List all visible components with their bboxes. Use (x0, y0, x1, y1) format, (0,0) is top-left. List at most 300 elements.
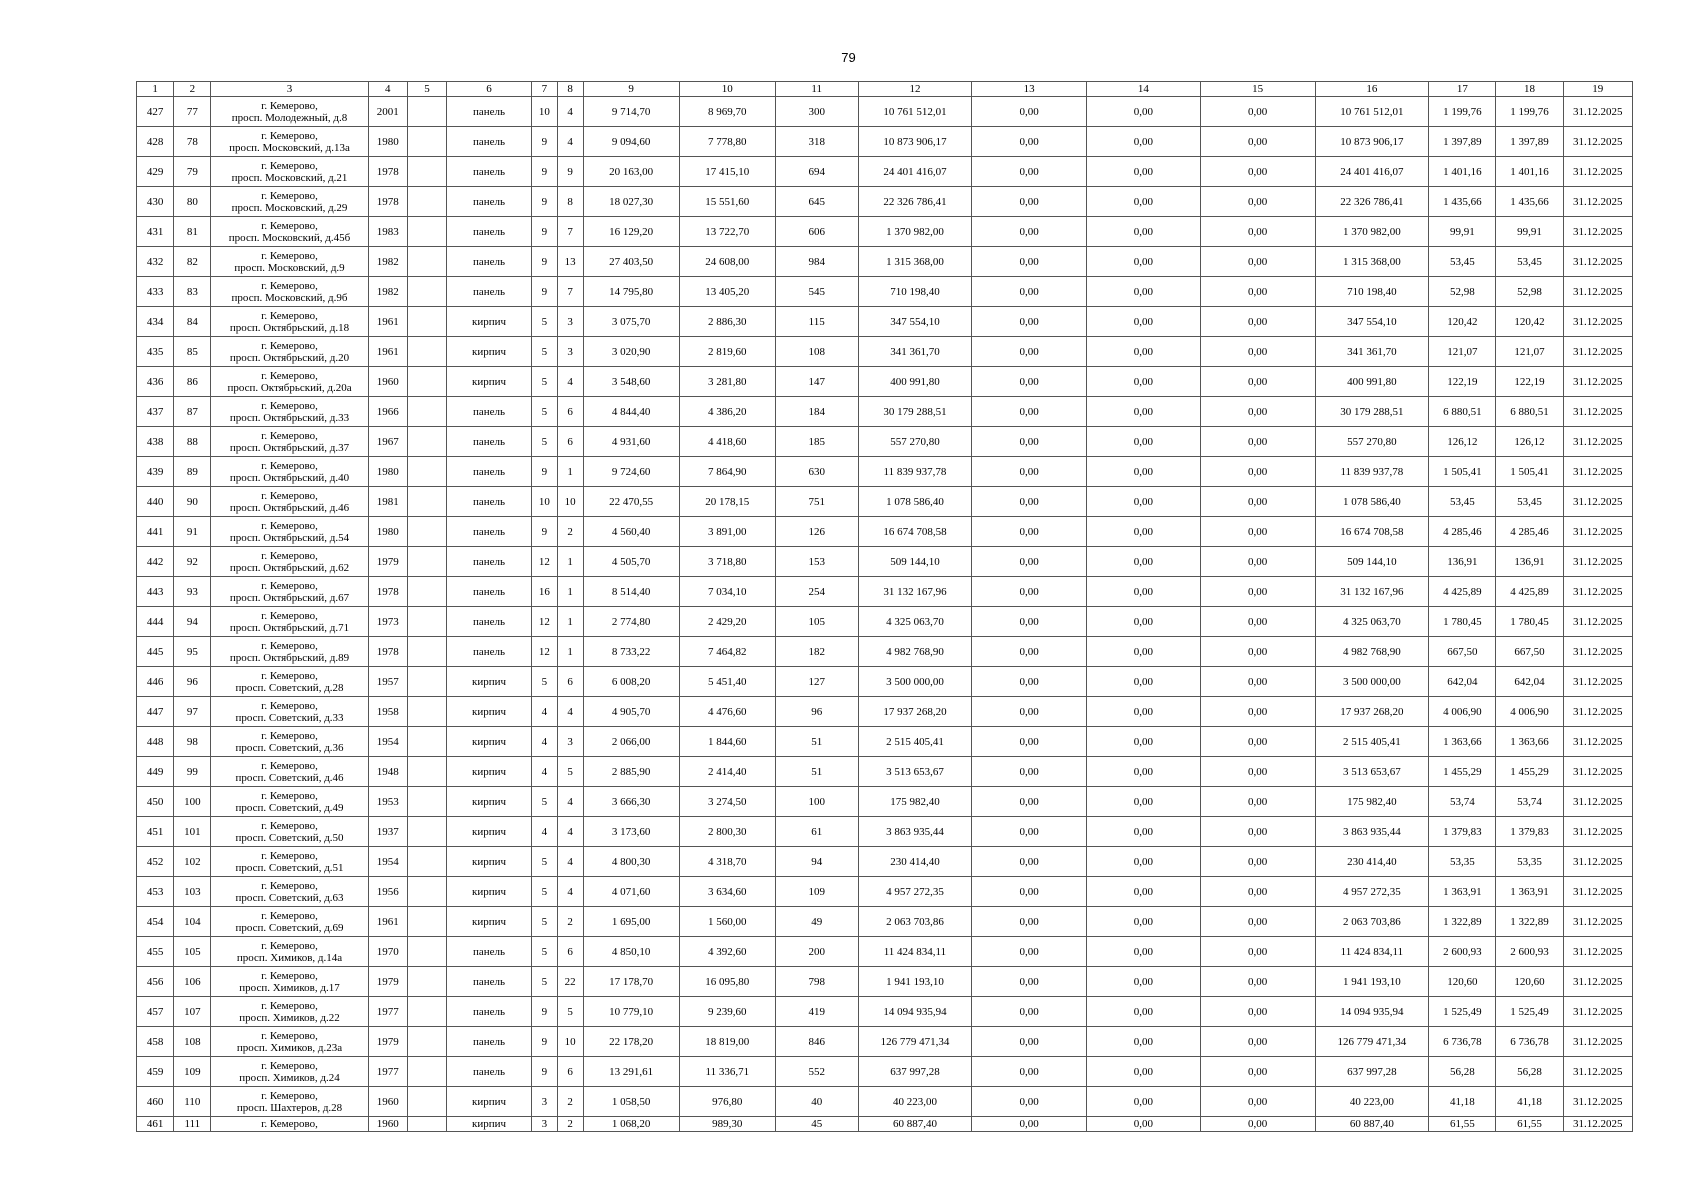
cell-text-c9: 9 094,60 (611, 135, 651, 148)
column-header: 19 (1563, 82, 1632, 97)
cell-text-floors: 5 (541, 435, 548, 448)
cell-text-c11: 552 (808, 1065, 825, 1078)
column-13-cell (972, 487, 1087, 517)
column-15-cell (1200, 667, 1315, 697)
entrances-cell (557, 847, 583, 877)
floors-cell (531, 397, 557, 427)
column-13-cell (972, 1027, 1087, 1057)
column-15-cell (1200, 97, 1315, 127)
entrances-cell (557, 517, 583, 547)
column-16-cell (1315, 367, 1429, 397)
column-5-cell (407, 1117, 446, 1132)
column-13-cell (972, 637, 1087, 667)
cell-text-c11: 109 (808, 885, 825, 898)
cell-text-material: панель (473, 195, 506, 208)
entrances-cell (557, 787, 583, 817)
row-index-cell (137, 727, 174, 757)
row-index-cell (137, 247, 174, 277)
cell-text-c15: 0,00 (1248, 375, 1268, 388)
cell-text-c14: 0,00 (1133, 585, 1154, 598)
column-header: 12 (858, 82, 972, 97)
column-14-cell (1087, 427, 1201, 457)
row-index-cell (137, 1027, 174, 1057)
year-cell (368, 547, 407, 577)
cell-text-date: 31.12.2025 (1573, 165, 1623, 178)
cell-text-c9: 4 800,30 (611, 855, 651, 868)
cell-text-c15: 0,00 (1248, 705, 1268, 718)
cell-text-c2: 101 (184, 825, 201, 838)
address-cell (211, 997, 368, 1027)
cell-text-c12: 14 094 935,94 (883, 1005, 947, 1018)
column-9-cell (583, 577, 679, 607)
cell-text-c2: 89 (186, 465, 198, 478)
wall-material-cell (447, 1027, 532, 1057)
column-12-cell (858, 157, 972, 187)
column-14-cell (1087, 967, 1201, 997)
cell-text-c13: 0,00 (1019, 705, 1039, 718)
cell-text-material: панель (473, 405, 506, 418)
column-18-cell (1496, 1117, 1563, 1132)
cell-text-c11: 694 (808, 165, 825, 178)
cell-text-c12: 3 513 653,67 (886, 765, 944, 778)
column-18-cell (1496, 607, 1563, 637)
column-15-cell (1200, 187, 1315, 217)
cell-text-entrances: 1 (567, 645, 573, 658)
address-cell (211, 817, 368, 847)
column-5-cell (407, 307, 446, 337)
cell-text-c10: 5 451,40 (708, 675, 747, 688)
cell-text-addr1: г. Кемерово, (261, 879, 318, 892)
entrances-cell (557, 97, 583, 127)
cell-text-c13: 0,00 (1019, 945, 1039, 958)
cell-text-c1: 455 (146, 945, 164, 958)
entrances-cell (557, 817, 583, 847)
table-row (137, 1027, 1633, 1057)
column-15-cell (1200, 907, 1315, 937)
cell-text-c11: 51 (811, 765, 823, 778)
cell-text-date: 31.12.2025 (1573, 225, 1623, 238)
cell-text-c13: 0,00 (1019, 885, 1039, 898)
wall-material-cell (447, 697, 532, 727)
column-5-cell (407, 967, 446, 997)
column-17-cell (1429, 847, 1496, 877)
column-11-cell (775, 457, 858, 487)
column-10-cell (679, 967, 775, 997)
column-10-cell (679, 157, 775, 187)
cell-text-addr2: просп. Советский, д.46 (235, 771, 344, 784)
cell-text-c17: 53,45 (1449, 495, 1475, 508)
table-row (137, 427, 1633, 457)
cell-text-c13: 0,00 (1019, 255, 1039, 268)
cell-text-c12: 341 361,70 (890, 345, 940, 358)
column-5-cell (407, 187, 446, 217)
column-11-cell (775, 157, 858, 187)
row-index-cell (137, 637, 174, 667)
address-cell (211, 427, 368, 457)
cell-text-c18: 53,45 (1517, 495, 1542, 508)
cell-text-c16: 341 361,70 (1347, 345, 1397, 358)
row-local-index-cell (174, 247, 211, 277)
deadline-date-cell (1563, 367, 1632, 397)
cell-text-c1: 458 (146, 1035, 164, 1048)
column-18-cell (1496, 577, 1563, 607)
deadline-date-cell (1563, 577, 1632, 607)
cell-text-c1: 439 (146, 465, 164, 478)
column-18-cell (1496, 127, 1563, 157)
cell-text-addr2: просп. Химиков, д.17 (239, 981, 340, 994)
cell-text-c12: 1 941 193,10 (886, 975, 944, 988)
cell-text-c12: 16 674 708,58 (883, 525, 947, 538)
cell-text-c17: 126,12 (1447, 435, 1478, 448)
cell-text-c17: 99,91 (1449, 225, 1475, 238)
wall-material-cell (447, 1057, 532, 1087)
address-cell (211, 367, 368, 397)
cell-text-c18: 99,91 (1517, 225, 1542, 238)
cell-text-c15: 0,00 (1248, 855, 1268, 868)
table-row (137, 187, 1633, 217)
cell-text-c1: 450 (146, 795, 164, 808)
row-index-cell (137, 757, 174, 787)
wall-material-cell (447, 427, 532, 457)
cell-text-addr2: просп. Московский, д.45б (228, 231, 351, 244)
column-10-cell (679, 847, 775, 877)
entrances-cell (557, 937, 583, 967)
cell-text-c11: 108 (808, 345, 825, 358)
year-cell (368, 937, 407, 967)
cell-text-entrances: 10 (564, 495, 576, 508)
cell-text-c13: 0,00 (1019, 375, 1039, 388)
cell-text-c18: 642,04 (1514, 675, 1545, 688)
cell-text-addr1: г. Кемерово, (261, 849, 318, 862)
cell-text-c14: 0,00 (1133, 615, 1154, 628)
cell-text-c9: 4 560,40 (611, 525, 651, 538)
cell-text-c11: 645 (808, 195, 825, 208)
wall-material-cell (447, 97, 532, 127)
cell-text-c16: 230 414,40 (1347, 855, 1397, 868)
year-cell (368, 367, 407, 397)
cell-text-floors: 5 (541, 915, 548, 928)
cell-text-c9: 17 178,70 (609, 975, 654, 988)
cell-text-c18: 53,35 (1517, 855, 1542, 868)
cell-text-c2: 110 (184, 1095, 201, 1108)
deadline-date-cell (1563, 1027, 1632, 1057)
cell-text-date: 31.12.2025 (1573, 495, 1623, 508)
address-cell (211, 547, 368, 577)
cell-text-addr2: просп. Советский, д.50 (235, 831, 344, 844)
wall-material-cell (447, 217, 532, 247)
cell-text-year: 1961 (376, 915, 399, 928)
wall-material-cell (447, 637, 532, 667)
cell-text-c1: 430 (146, 195, 164, 208)
cell-text-date: 31.12.2025 (1573, 705, 1623, 718)
cell-text-material: кирпич (472, 735, 507, 748)
wall-material-cell (447, 907, 532, 937)
year-cell (368, 1057, 407, 1087)
cell-text-c10: 989,30 (712, 1118, 743, 1130)
column-17-cell (1429, 787, 1496, 817)
cell-text-date: 31.12.2025 (1573, 1005, 1623, 1018)
year-cell (368, 1087, 407, 1117)
column-18-cell (1496, 337, 1563, 367)
cell-text-floors: 5 (541, 315, 548, 328)
column-10-cell (679, 907, 775, 937)
cell-text-material: кирпич (472, 855, 507, 868)
cell-text-c18: 1 435,66 (1510, 195, 1549, 208)
cell-text-c16: 17 937 268,20 (1340, 705, 1404, 718)
year-cell (368, 127, 407, 157)
cell-text-c16: 509 144,10 (1347, 555, 1397, 568)
column-18-cell (1496, 217, 1563, 247)
deadline-date-cell (1563, 787, 1632, 817)
cell-text-date: 31.12.2025 (1573, 315, 1623, 328)
deadline-date-cell (1563, 1087, 1632, 1117)
cell-text-floors: 9 (541, 255, 548, 268)
cell-text-c16: 2 515 405,41 (1343, 735, 1401, 748)
cell-text-c12: 60 887,40 (892, 1118, 937, 1130)
cell-text-c11: 751 (808, 495, 825, 508)
cell-text-c16: 4 982 768,90 (1343, 645, 1401, 658)
column-13-cell (972, 547, 1087, 577)
cell-text-addr2: просп. Московский, д.21 (231, 171, 348, 184)
address-cell (211, 247, 368, 277)
cell-text-c2: 111 (184, 1118, 201, 1130)
row-index-cell (137, 997, 174, 1027)
cell-text-addr1: г. Кемерово, (261, 1118, 318, 1130)
column-18-cell (1496, 817, 1563, 847)
cell-text-floors: 5 (541, 375, 548, 388)
deadline-date-cell (1563, 97, 1632, 127)
column-header: 15 (1200, 82, 1315, 97)
year-cell (368, 157, 407, 187)
deadline-date-cell (1563, 907, 1632, 937)
column-15-cell (1200, 427, 1315, 457)
column-13-cell (972, 877, 1087, 907)
column-10-cell (679, 307, 775, 337)
cell-text-addr1: г. Кемерово, (261, 669, 318, 682)
floors-cell (531, 577, 557, 607)
table-row (137, 817, 1633, 847)
table-row (137, 847, 1633, 877)
cell-text-c1: 441 (146, 525, 164, 538)
year-cell (368, 97, 407, 127)
wall-material-cell (447, 127, 532, 157)
column-header: 5 (407, 82, 446, 97)
entrances-cell (557, 127, 583, 157)
column-12-cell (858, 187, 972, 217)
deadline-date-cell (1563, 517, 1632, 547)
cell-text-c12: 1 078 586,40 (886, 495, 944, 508)
cell-text-c2: 106 (184, 975, 201, 988)
cell-text-c12: 230 414,40 (890, 855, 940, 868)
cell-text-c2: 97 (186, 705, 198, 718)
column-15-cell (1200, 727, 1315, 757)
cell-text-floors: 3 (541, 1095, 548, 1108)
row-local-index-cell (174, 1117, 211, 1132)
cell-text-date: 31.12.2025 (1573, 915, 1623, 928)
column-17-cell (1429, 1117, 1496, 1132)
cell-text-addr2: просп. Химиков, д.14а (236, 951, 343, 964)
column-13-cell (972, 1087, 1087, 1117)
cell-text-c11: 51 (811, 735, 823, 748)
cell-text-c11: 49 (811, 915, 823, 928)
row-local-index-cell (174, 667, 211, 697)
column-15-cell (1200, 877, 1315, 907)
column-15-cell (1200, 1057, 1315, 1087)
year-cell (368, 787, 407, 817)
cell-text-addr2: просп. Октябрьский, д.37 (229, 441, 350, 454)
cell-text-year: 1948 (376, 765, 399, 778)
cell-text-date: 31.12.2025 (1573, 105, 1623, 118)
cell-text-c11: 200 (808, 945, 825, 958)
cell-text-floors: 9 (541, 165, 548, 178)
column-13-cell (972, 967, 1087, 997)
cell-text-c2: 79 (186, 165, 198, 178)
deadline-date-cell (1563, 667, 1632, 697)
column-10-cell (679, 217, 775, 247)
cell-text-entrances: 2 (567, 525, 573, 538)
cell-text-c11: 94 (811, 855, 823, 868)
row-local-index-cell (174, 697, 211, 727)
cell-text-c16: 40 223,00 (1349, 1095, 1394, 1108)
entrances-cell (557, 157, 583, 187)
column-13-cell (972, 787, 1087, 817)
row-index-cell (137, 427, 174, 457)
column-14-cell (1087, 337, 1201, 367)
row-local-index-cell (174, 607, 211, 637)
cell-text-entrances: 4 (567, 855, 573, 868)
table-row (137, 337, 1633, 367)
year-cell (368, 217, 407, 247)
cell-text-c17: 1 435,66 (1443, 195, 1482, 208)
cell-text-c2: 83 (186, 285, 198, 298)
column-15-cell (1200, 517, 1315, 547)
column-9-cell (583, 1117, 679, 1132)
entrances-cell (557, 727, 583, 757)
cell-text-addr2: просп. Московский, д.9б (231, 291, 348, 304)
cell-text-c10: 3 718,80 (708, 555, 747, 568)
column-5-cell (407, 577, 446, 607)
column-11-cell (775, 1057, 858, 1087)
column-14-cell (1087, 157, 1201, 187)
column-10-cell (679, 607, 775, 637)
column-10-cell (679, 487, 775, 517)
cell-text-c1: 460 (146, 1095, 164, 1108)
cell-text-year: 2001 (376, 105, 399, 118)
cell-text-entrances: 6 (567, 1065, 573, 1078)
address-cell (211, 187, 368, 217)
row-local-index-cell (174, 187, 211, 217)
column-15-cell (1200, 307, 1315, 337)
deadline-date-cell (1563, 937, 1632, 967)
cell-text-c12: 509 144,10 (890, 555, 940, 568)
column-18-cell (1496, 1027, 1563, 1057)
table-row (137, 577, 1633, 607)
address-cell (211, 577, 368, 607)
row-index-cell (137, 937, 174, 967)
column-13-cell (972, 277, 1087, 307)
floors-cell (531, 1087, 557, 1117)
cell-text-entrances: 5 (567, 765, 573, 778)
column-17-cell (1429, 877, 1496, 907)
cell-text-c13: 0,00 (1019, 495, 1039, 508)
cell-text-year: 1978 (376, 585, 399, 598)
column-10-cell (679, 667, 775, 697)
column-header: 16 (1315, 82, 1429, 97)
year-cell (368, 577, 407, 607)
cell-text-c2: 85 (186, 345, 198, 358)
row-local-index-cell (174, 997, 211, 1027)
cell-text-c2: 93 (186, 585, 198, 598)
cell-text-year: 1960 (376, 1095, 399, 1108)
entrances-cell (557, 1057, 583, 1087)
column-16-cell (1315, 97, 1429, 127)
column-14-cell (1087, 727, 1201, 757)
cell-text-c17: 1 379,83 (1443, 825, 1482, 838)
cell-text-c13: 0,00 (1019, 795, 1039, 808)
cell-text-c15: 0,00 (1248, 465, 1268, 478)
cell-text-c12: 2 515 405,41 (886, 735, 944, 748)
column-17-cell (1429, 127, 1496, 157)
cell-text-addr2: просп. Октябрьский, д.54 (229, 531, 350, 544)
cell-text-year: 1979 (376, 975, 399, 988)
cell-text-year: 1980 (376, 525, 399, 538)
column-13-cell (972, 1057, 1087, 1087)
column-12-cell (858, 217, 972, 247)
cell-text-c12: 400 991,80 (890, 375, 940, 388)
row-local-index-cell (174, 637, 211, 667)
column-header: 6 (447, 82, 532, 97)
cell-text-c11: 254 (808, 585, 825, 598)
cell-text-addr1: г. Кемерово, (261, 969, 318, 982)
column-18-cell (1496, 907, 1563, 937)
cell-text-c17: 120,42 (1447, 315, 1478, 328)
column-18-cell (1496, 97, 1563, 127)
cell-text-c14: 0,00 (1133, 315, 1154, 328)
cell-text-material: панель (473, 1065, 506, 1078)
column-11-cell (775, 367, 858, 397)
cell-text-floors: 10 (538, 105, 550, 118)
cell-text-c9: 27 403,50 (609, 255, 654, 268)
column-16-cell (1315, 127, 1429, 157)
cell-text-c16: 11 839 937,78 (1340, 465, 1404, 478)
cell-text-c18: 4 425,89 (1510, 585, 1549, 598)
column-10-cell (679, 397, 775, 427)
entrances-cell (557, 487, 583, 517)
row-index-cell (137, 517, 174, 547)
column-12-cell (858, 607, 972, 637)
cell-text-c1: 443 (146, 585, 164, 598)
year-cell (368, 877, 407, 907)
cell-text-entrances: 1 (567, 465, 573, 478)
cell-text-c14: 0,00 (1133, 855, 1154, 868)
cell-text-c9: 22 470,55 (609, 495, 654, 508)
column-17-cell (1429, 487, 1496, 517)
cell-text-c14: 0,00 (1133, 945, 1154, 958)
cell-text-year: 1957 (376, 675, 399, 688)
column-13-cell (972, 1117, 1087, 1132)
column-14-cell (1087, 757, 1201, 787)
cell-text-floors: 5 (541, 975, 548, 988)
cell-text-c9: 2 885,90 (611, 765, 651, 778)
cell-text-c18: 136,91 (1514, 555, 1545, 568)
table-row (137, 157, 1633, 187)
table-row (137, 217, 1633, 247)
column-9-cell (583, 1027, 679, 1057)
deadline-date-cell (1563, 307, 1632, 337)
table-row (137, 127, 1633, 157)
cell-text-material: панель (473, 165, 506, 178)
floors-cell (531, 97, 557, 127)
